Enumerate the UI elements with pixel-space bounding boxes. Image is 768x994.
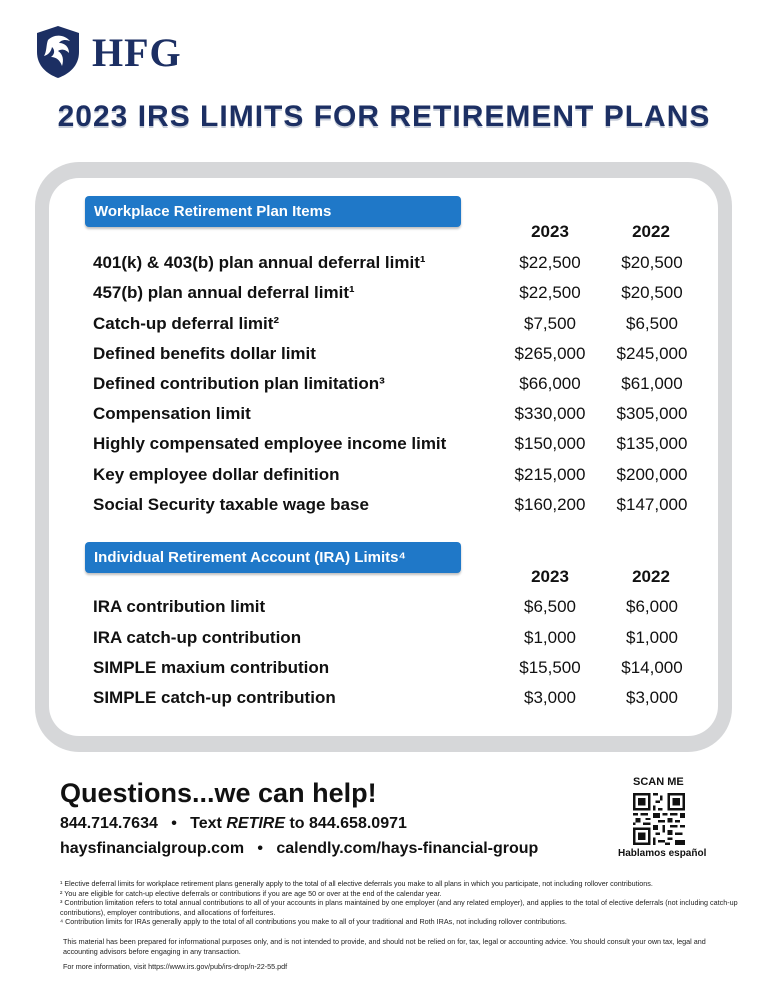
ira-col-2022: 2022 <box>632 567 670 586</box>
value-2023: $66,000 <box>519 374 581 393</box>
row-label: Defined contribution plan limitation³ <box>93 374 385 393</box>
row-label: Social Security taxable wage base <box>93 495 369 514</box>
text-prefix: Text <box>190 815 222 832</box>
workplace-row <box>93 374 703 404</box>
separator-bullet: • <box>257 840 263 857</box>
text-keyword: RETIRE <box>226 815 286 832</box>
value-2022: $20,500 <box>621 283 683 302</box>
value-2023: $1,000 <box>524 628 576 647</box>
workplace-section-heading: Workplace Retirement Plan Items <box>85 196 461 227</box>
workplace-row <box>93 283 703 313</box>
value-2022: $200,000 <box>616 465 688 484</box>
row-label: Defined benefits dollar limit <box>93 344 316 363</box>
workplace-row <box>93 404 703 434</box>
contact-phone-line <box>60 815 407 833</box>
value-2023: $15,500 <box>519 658 581 677</box>
row-label: SIMPLE maxium contribution <box>93 658 330 677</box>
value-2022: $305,000 <box>616 404 688 423</box>
row-label: Catch-up deferral limit² <box>93 314 280 333</box>
ira-row <box>93 628 703 658</box>
value-2022: $6,000 <box>626 597 678 616</box>
value-2022: $6,500 <box>626 314 678 333</box>
footnotes <box>60 879 740 927</box>
row-label: SIMPLE catch-up contribution <box>93 688 336 707</box>
footnote: ⁴ Contribution limits for IRAs generally apply to the total of all contributions you make to all of your traditional and Roth IRAs, not including rollover contributions. <box>60 917 567 927</box>
workplace-row <box>93 344 703 374</box>
row-label: 457(b) plan annual deferral limit¹ <box>93 283 355 302</box>
qr-code-icon[interactable] <box>633 793 685 845</box>
brand-name: HFG <box>92 29 182 75</box>
disclaimer: This material has been prepared for informational purposes only, and is not intended to provide, and should not be relied on for, tax, legal or accounting advice. You should consult your own tax, legal and accounting advisors before engaging in any transaction. <box>63 937 706 956</box>
value-2022: $61,000 <box>621 374 683 393</box>
value-2022: $147,000 <box>616 495 688 514</box>
value-2023: $330,000 <box>514 404 586 423</box>
row-label: Highly compensated employee income limit <box>93 434 447 453</box>
value-2023: $160,200 <box>514 495 586 514</box>
footnote: ³ Contribution limitation refers to total annual contributions to all of your accounts in plans maintained by one employer (and any related employer), and applies to the total of elective deferrals (not including catch-up contributions), employer contributions, and allocations of forfeitures. <box>60 898 738 917</box>
value-2023: $215,000 <box>514 465 586 484</box>
value-2023: $150,000 <box>514 434 586 453</box>
ira-row <box>93 597 703 627</box>
row-label: 401(k) & 403(b) plan annual deferral limit¹ <box>93 253 426 272</box>
footnote: ¹ Elective deferral limits for workplace retirement plans generally apply to the total of all elective deferrals you make to all plans in which you participate, not including rollover contributions. <box>60 879 653 888</box>
value-2023: $3,000 <box>524 688 576 707</box>
value-2022: $135,000 <box>616 434 688 453</box>
more-info-link[interactable]: For more information, visit https://www.irs.gov/pub/irs-drop/n-22-55.pdf <box>63 962 288 971</box>
scan-me-label: SCAN ME <box>633 776 684 788</box>
value-2022: $3,000 <box>626 688 678 707</box>
workplace-row <box>93 314 703 344</box>
contact-web-line <box>60 840 538 858</box>
page-title: 2023 IRS LIMITS FOR RETIREMENT PLANS <box>57 100 711 133</box>
row-label: Key employee dollar definition <box>93 465 340 484</box>
workplace-col-2022: 2022 <box>632 222 670 241</box>
footnote: ² You are eligible for catch-up elective deferrals or contributions if you are age 50 or over at the end of the calendar year. <box>60 888 442 898</box>
value-2022: $245,000 <box>616 344 688 363</box>
calendly-link[interactable]: calendly.com/hays-financial-group <box>276 840 539 857</box>
hfg-logo <box>34 24 182 80</box>
workplace-row <box>93 253 703 283</box>
value-2023: $265,000 <box>514 344 586 363</box>
value-2023: $22,500 <box>519 283 581 302</box>
ira-row <box>93 688 703 718</box>
value-2022: $14,000 <box>621 658 683 677</box>
workplace-row <box>93 465 703 495</box>
separator-bullet: • <box>171 815 177 832</box>
lion-shield-icon <box>34 24 82 80</box>
workplace-col-2023: 2023 <box>531 222 569 241</box>
value-2023: $7,500 <box>524 314 576 333</box>
row-label: Compensation limit <box>93 404 251 423</box>
row-label: IRA catch-up contribution <box>93 628 302 647</box>
workplace-row <box>93 434 703 464</box>
value-2022: $20,500 <box>621 253 683 272</box>
questions-heading: Questions...we can help! <box>60 778 377 808</box>
ira-row <box>93 658 703 688</box>
value-2022: $1,000 <box>626 628 678 647</box>
value-2023: $22,500 <box>519 253 581 272</box>
value-2023: $6,500 <box>524 597 576 616</box>
website-link[interactable]: haysfinancialgroup.com <box>60 840 245 857</box>
row-label: IRA contribution limit <box>93 597 266 616</box>
ira-section-heading: Individual Retirement Account (IRA) Limits⁴ <box>85 542 461 573</box>
ira-col-2023: 2023 <box>531 567 569 586</box>
hablamos-espanol: Hablamos español <box>618 848 707 859</box>
text-number[interactable]: to 844.658.0971 <box>289 815 407 832</box>
phone-number[interactable]: 844.714.7634 <box>60 815 158 832</box>
workplace-row <box>93 495 703 525</box>
